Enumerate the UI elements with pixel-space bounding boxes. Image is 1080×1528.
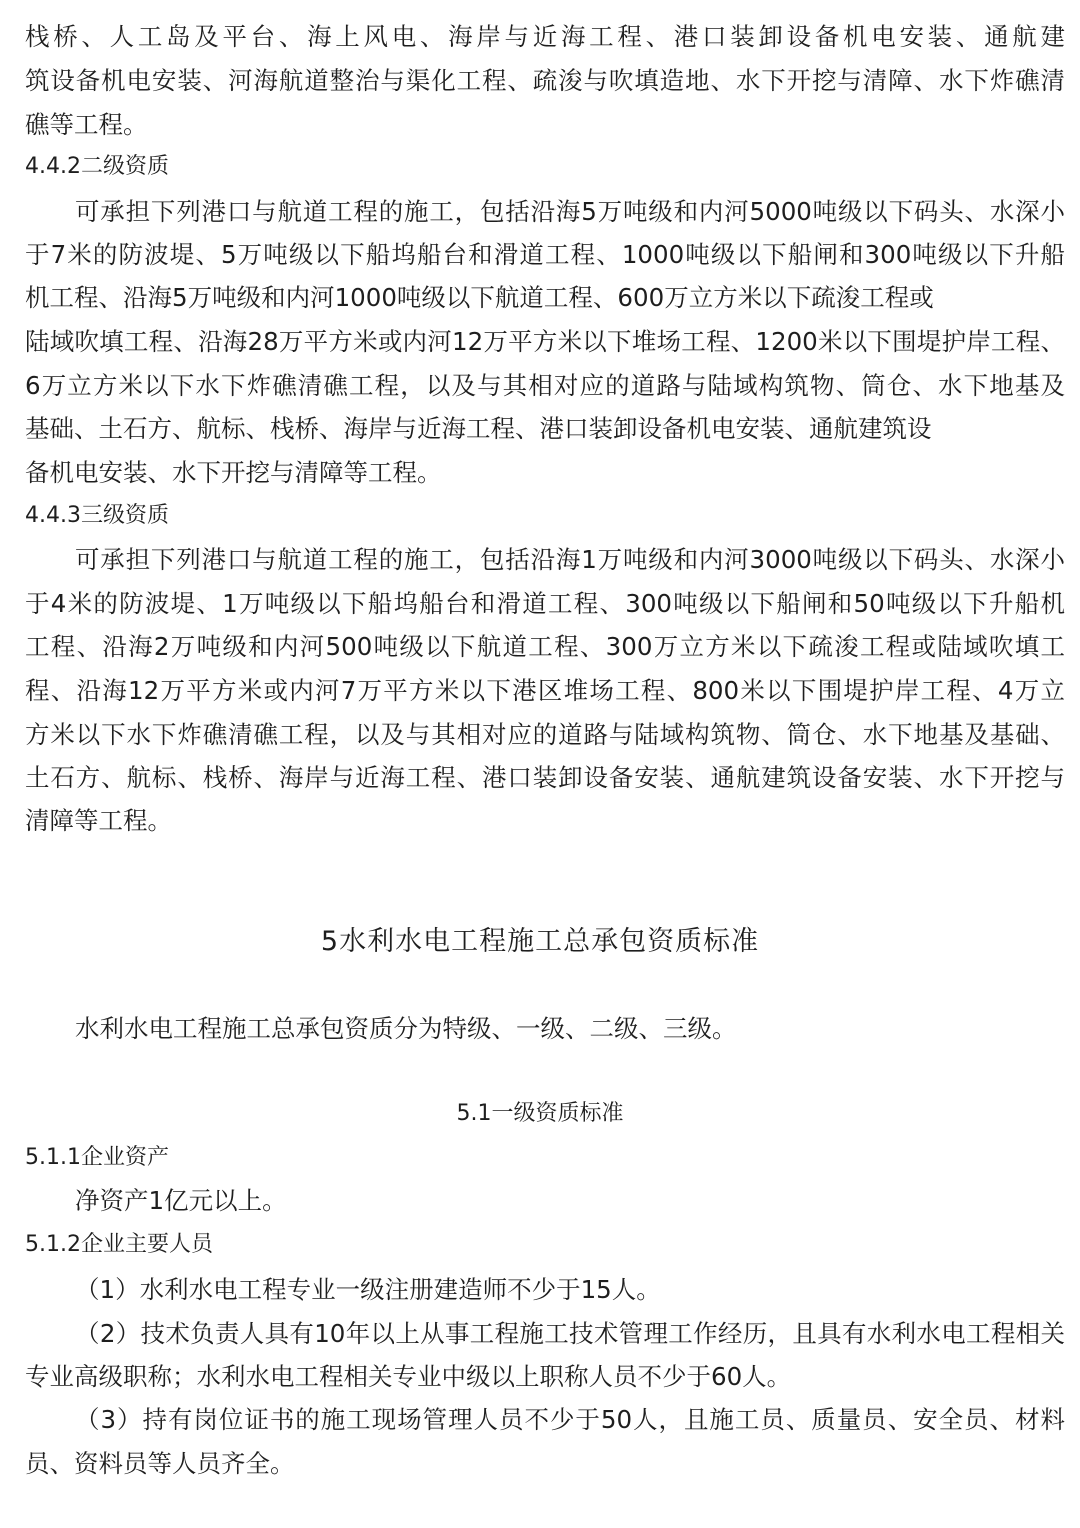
paragraph-line: 清障等工程。 [25, 806, 172, 835]
paragraph-line: 筑设备机电安装、河海航道整治与渠化工程、疏浚与吹填造地、水下开挖与清障、水下炸礁清 [25, 66, 1065, 95]
paragraph-line: 6万立方米以下水下炸礁清礁工程，以及与其相对应的道路与陆域构筑物、筒仓、水下地基及 [25, 371, 1065, 400]
paragraph-line: 可承担下列港口与航道工程的施工，包括沿海5万吨级和内河5000吨级以下码头、水深小 [75, 197, 1065, 226]
list-item: （2）技术负责人具有10年以上从事工程施工技术管理工作经历，且具有水利水电工程相关 [75, 1319, 1065, 1348]
list-item-continuation: 员、资料员等人员齐全。 [25, 1449, 295, 1478]
paragraph-line: 陆域吹填工程、沿海28万平方米或内河12万平方米以下堆场工程、1200米以下围堤护岸工程、 [25, 327, 1065, 356]
list-item: （3）持有岗位证书的施工现场管理人员不少于50人，且施工员、质量员、安全员、材料 [75, 1405, 1065, 1434]
paragraph-line: 栈桥、人工岛及平台、海上风电、海岸与近海工程、港口装卸设备机电安装、通航建 [25, 22, 1065, 51]
paragraph-line: 方米以下水下炸礁清礁工程，以及与其相对应的道路与陆域构筑物、筒仓、水下地基及基础、 [25, 720, 1065, 749]
paragraph-line: 工程、沿海2万吨级和内河500吨级以下航道工程、300万立方米以下疏浚工程或陆域吹填工 [25, 632, 1065, 661]
paragraph-line: 净资产1亿元以上。 [75, 1186, 287, 1215]
paragraph-line: 程、沿海12万平方米或内河7万平方米以下港区堆场工程、800米以下围堤护岸工程、4万立 [25, 676, 1065, 705]
paragraph-line: 于4米的防波堤、1万吨级以下船坞船台和滑道工程、300吨级以下船闸和50吨级以下升船机 [25, 589, 1065, 618]
paragraph-line: 礁等工程。 [25, 110, 148, 139]
section-title-5-1: 5.1一级资质标准 [456, 1101, 624, 1126]
paragraph-line: 土石方、航标、栈桥、海岸与近海工程、港口装卸设备安装、通航建筑设备安装、水下开挖与 [25, 763, 1065, 792]
section-heading-4-4-2: 4.4.2二级资质 [25, 154, 169, 179]
paragraph-line: 可承担下列港口与航道工程的施工，包括沿海1万吨级和内河3000吨级以下码头、水深小 [75, 545, 1065, 574]
chapter-title: 5水利水电工程施工总承包资质标准 [320, 926, 760, 957]
section-heading-4-4-3: 4.4.3三级资质 [25, 503, 169, 528]
section-heading-5-1-1: 5.1.1企业资产 [25, 1145, 169, 1170]
list-item: （1）水利水电工程专业一级注册建造师不少于15人。 [75, 1275, 661, 1304]
paragraph-line: 基础、土石方、航标、栈桥、海岸与近海工程、港口装卸设备机电安装、通航建筑设 [25, 414, 932, 443]
paragraph-line: 于7米的防波堤、5万吨级以下船坞船台和滑道工程、1000吨级以下船闸和300吨级以下升船 [25, 240, 1065, 269]
section-heading-5-1-2: 5.1.2企业主要人员 [25, 1232, 213, 1257]
paragraph-line: 机工程、沿海5万吨级和内河1000吨级以下航道工程、600万立方米以下疏浚工程或 [25, 283, 934, 312]
paragraph-line: 备机电安装、水下开挖与清障等工程。 [25, 458, 442, 487]
chapter-intro: 水利水电工程施工总承包资质分为特级、一级、二级、三级。 [75, 1014, 737, 1043]
list-item-continuation: 专业高级职称；水利水电工程相关专业中级以上职称人员不少于60人。 [25, 1362, 792, 1391]
